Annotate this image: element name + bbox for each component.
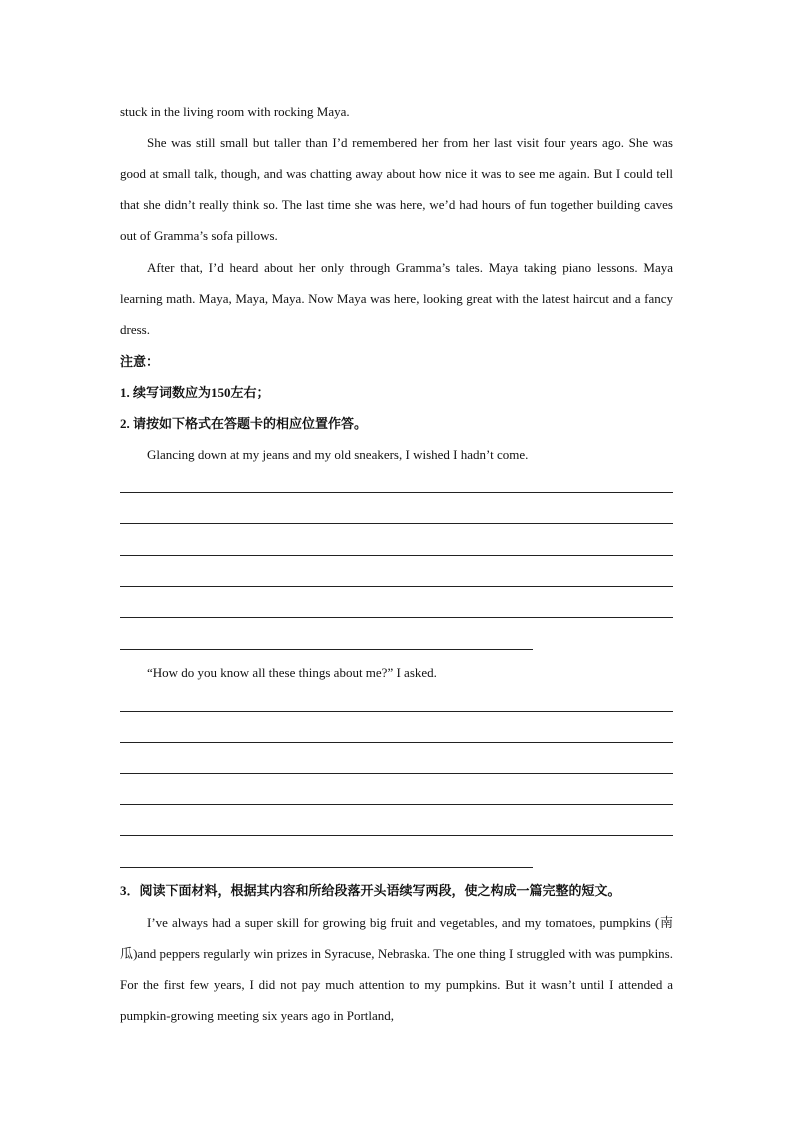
writing-line: [120, 523, 673, 524]
question-3-body: I’ve always had a super skill for growing big fruit and vegetables, and my tomatoes, pumpkins (南瓜)and peppers regularly win prizes in Syracuse, Nebraska. The one thing I struggled with was pumpkins. For the first few years, I did not pay much attention to my pumpkins. But it wasn’t until I attended a pumpkin-growing meeting six years ago in Portland,: [120, 915, 673, 1023]
notes-item-2: 2. 请按如下格式在答题卡的相应位置作答。: [120, 416, 368, 431]
answer-prompt-1: Glancing down at my jeans and my old sneakers, I wished I hadn’t come.: [147, 447, 529, 462]
notes-item-1: 1. 续写词数应为150左右；: [120, 385, 270, 400]
writing-line: [120, 835, 673, 836]
notes-heading: 注意：: [120, 354, 160, 369]
question-3-heading: 3．阅读下面材料，根据其内容和所给段落开头语续写两段，使之构成一篇完整的短文。: [120, 883, 621, 898]
writing-line: [120, 711, 673, 712]
writing-line: [120, 773, 673, 774]
writing-line: [120, 555, 673, 556]
writing-line: [120, 867, 533, 868]
story-paragraph-3: After that, I’d heard about her only through Gramma’s tales. Maya taking piano lessons. Maya learning math. Maya, Maya, Maya. Now Maya was here, looking great with the latest haircut and a fancy dress.: [120, 260, 673, 337]
writing-line: [120, 617, 673, 618]
story-paragraph-2: She was still small but taller than I’d remembered her from her last visit four years ago. She was good at small talk, though, and was chatting away about how nice it was to see me again. But I could tell that she didn’t really think so. The last time she was here, we’d had hours of fun together building caves out of Gramma’s sofa pillows.: [120, 135, 673, 243]
writing-line: [120, 804, 673, 805]
story-paragraph-1: stuck in the living room with rocking Maya.: [120, 104, 350, 119]
answer-prompt-2: “How do you know all these things about me?” I asked.: [147, 665, 437, 680]
writing-line: [120, 586, 673, 587]
writing-line: [120, 492, 673, 493]
writing-line: [120, 742, 673, 743]
writing-line: [120, 649, 533, 650]
